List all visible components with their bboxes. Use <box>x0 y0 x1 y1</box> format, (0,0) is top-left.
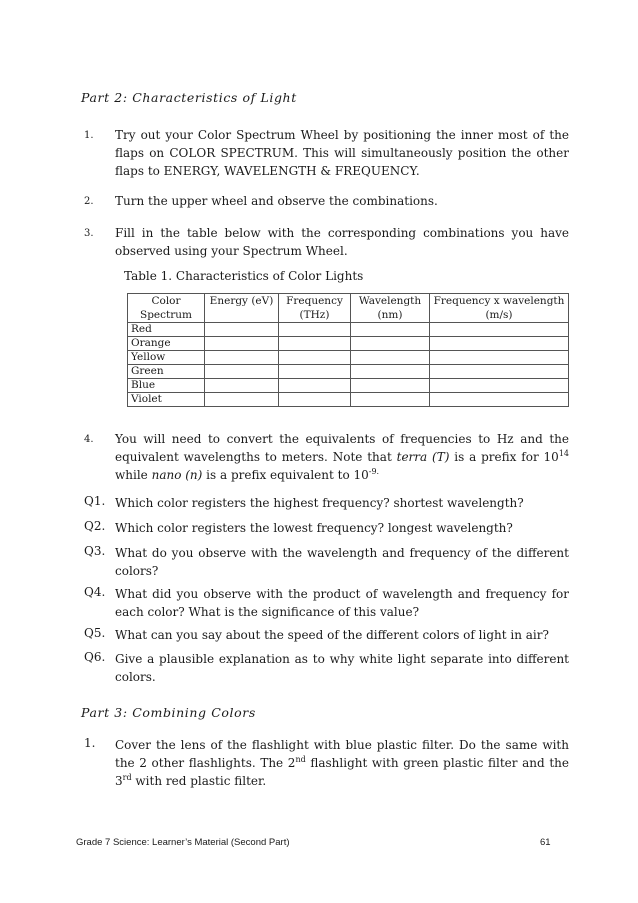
question-text: Give a plausible explanation as to why white light separate into different colors. <box>115 652 569 684</box>
table-row <box>128 351 569 365</box>
table-cell <box>351 365 430 379</box>
table-cell <box>351 337 430 351</box>
part2-title: Part 2: Characteristics of Light <box>81 90 297 105</box>
table-cell <box>351 393 430 407</box>
table-cell <box>430 379 569 393</box>
table-cell <box>205 323 279 337</box>
table-row <box>128 379 569 393</box>
row-label: Yellow <box>128 351 205 365</box>
table-row <box>128 365 569 379</box>
page-number: 61 <box>540 837 551 848</box>
footer-label: Grade 7 Science: Learner’s Material (Second Part) <box>76 837 290 848</box>
question-number: Q1. <box>84 494 106 508</box>
table-row <box>128 393 569 407</box>
table-cell <box>430 323 569 337</box>
row-label: Violet <box>128 393 205 407</box>
table-cell <box>430 337 569 351</box>
column-header-frequency: Frequency (THz) <box>279 294 351 323</box>
part2-item-1-number: 1. <box>84 130 94 141</box>
part2-item-3-number: 3. <box>84 228 94 239</box>
color-lights-table <box>127 293 569 407</box>
row-label: Orange <box>128 337 205 351</box>
part3-item-1-text: Cover the lens of the flashlight with blue plastic filter. Do the same with the 2 other flashlights. The 2nd flashlight with green plastic filter and the 3rd with red plastic filter. <box>115 738 569 788</box>
part2-item-2-text: Turn the upper wheel and observe the combinations. <box>115 194 438 208</box>
part2-item-1-text: Try out your Color Spectrum Wheel by positioning the inner most of the flaps on COLOR SPECTRUM. This will simultaneously position the other flaps to ENERGY, WAVELENGTH & FREQUENCY. <box>115 128 569 178</box>
table-cell <box>279 365 351 379</box>
part3-item-1-number: 1. <box>84 736 96 750</box>
table-cell <box>351 379 430 393</box>
column-header-wavelength: Wavelength (nm) <box>351 294 430 323</box>
question-number: Q3. <box>84 544 106 558</box>
table-cell <box>205 365 279 379</box>
question-text: Which color registers the lowest frequency? longest wavelength? <box>115 521 513 535</box>
part2-item-2-number: 2. <box>84 196 94 207</box>
part3-title: Part 3: Combining Colors <box>81 705 256 720</box>
table-row <box>128 337 569 351</box>
table-cell <box>430 365 569 379</box>
table-cell <box>205 337 279 351</box>
question-number: Q5. <box>84 626 106 640</box>
question-text: What do you observe with the wavelength and frequency of the different colors? <box>115 546 569 578</box>
table-cell <box>430 351 569 365</box>
column-header-energy: Energy (eV) <box>205 294 279 323</box>
table-cell <box>205 393 279 407</box>
table-cell <box>205 379 279 393</box>
part2-item-3-text: Fill in the table below with the corresponding combinations you have observed using your Spectrum Wheel. <box>115 226 569 258</box>
table-cell <box>279 351 351 365</box>
row-label: Red <box>128 323 205 337</box>
table-cell <box>351 351 430 365</box>
table-cell <box>279 323 351 337</box>
part2-item-4-number: 4. <box>84 434 94 445</box>
table-cell <box>279 337 351 351</box>
table-cell <box>351 323 430 337</box>
table-cell <box>279 393 351 407</box>
question-number: Q6. <box>84 650 106 664</box>
row-label: Blue <box>128 379 205 393</box>
question-number: Q4. <box>84 585 106 599</box>
table-cell <box>205 351 279 365</box>
question-text: Which color registers the highest frequency? shortest wavelength? <box>115 496 524 510</box>
part2-item-4-text: You will need to convert the equivalents of frequencies to Hz and the equivalent wavelengths to meters. Note that terra (T) is a prefix for $10^{14}$ while nano (n) is a prefix equivalent to $10^{-9.}$ <box>115 432 569 482</box>
table-caption: Table 1. Characteristics of Color Lights <box>124 269 364 283</box>
table-cell <box>279 379 351 393</box>
row-label: Green <box>128 365 205 379</box>
table-cell <box>430 393 569 407</box>
question-text: What did you observe with the product of wavelength and frequency for each color? What is the significance of this value? <box>115 587 569 619</box>
question-number: Q2. <box>84 519 106 533</box>
question-text: What can you say about the speed of the different colors of light in air? <box>115 628 549 642</box>
table-row <box>128 323 569 337</box>
column-header-color-spectrum: Color Spectrum <box>128 294 205 323</box>
column-header-frequency-x-wavelength: Frequency x wavelength (m/s) <box>430 294 569 323</box>
